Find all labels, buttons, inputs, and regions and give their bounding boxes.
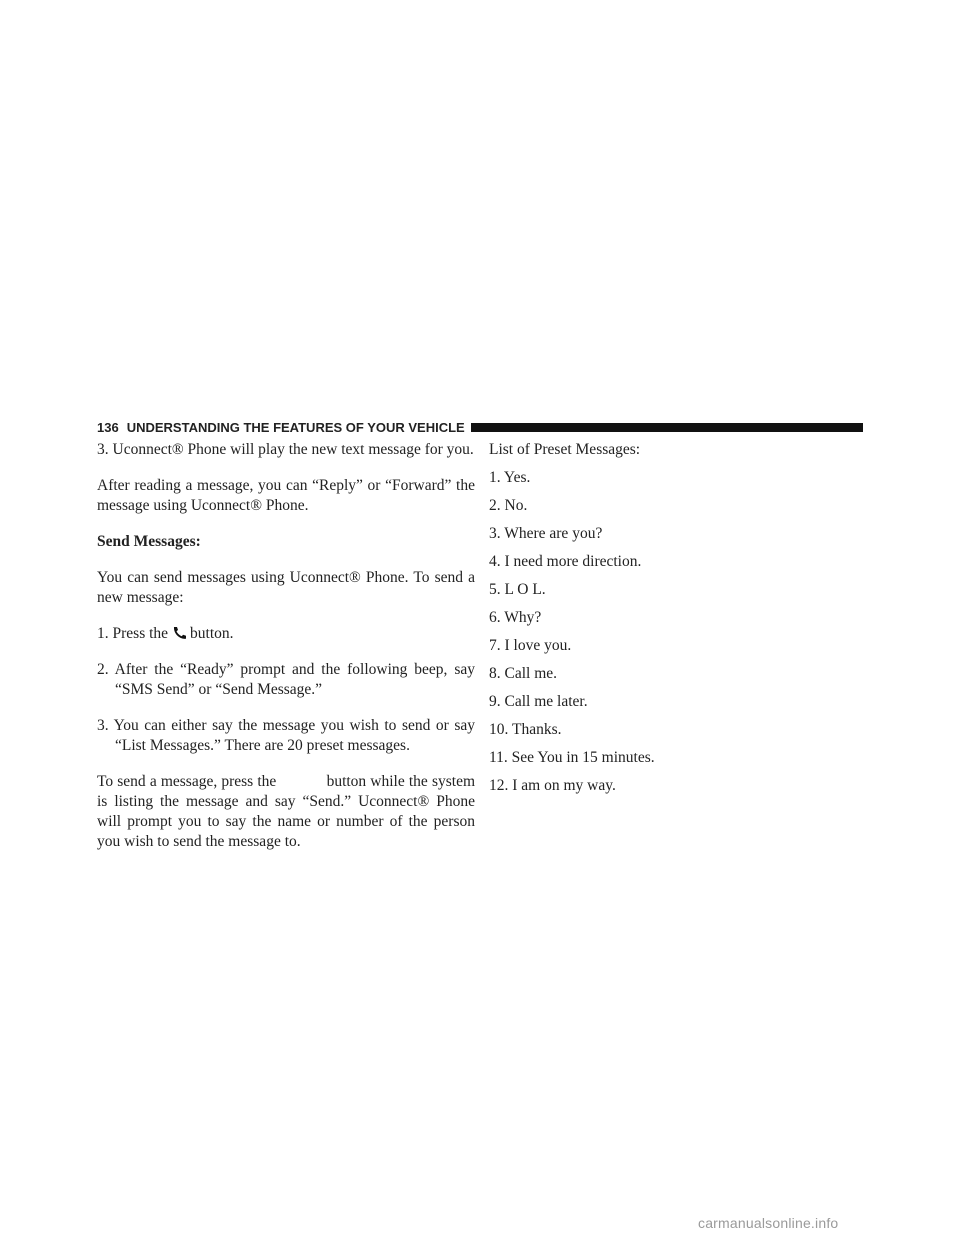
step-3-play-message: 3. Uconnect® Phone will play the new text message for you. [97, 441, 474, 458]
section-title: UNDERSTANDING THE FEATURES OF YOUR VEHICLE [126, 419, 465, 435]
list-item: 11. See You in 15 minutes. [489, 749, 655, 766]
to-send-paragraph [97, 772, 475, 852]
step-1-text-post: button. [190, 625, 234, 642]
preset-list-title: List of Preset Messages: [489, 441, 641, 458]
step-3-say-message: 3. You can either say the message you wish to send or say “List Messages.” There are 20 preset messages. [97, 717, 475, 754]
list-item: 1. Yes. [489, 469, 531, 486]
to-send-text-pre: To send a message, press the [97, 773, 277, 790]
watermark-logo: carmanualsonline.info [698, 1215, 839, 1231]
page-number: 136 [97, 419, 119, 435]
right-column [489, 440, 849, 804]
step-1-text-pre: 1. Press the [97, 625, 169, 642]
send-messages-heading: Send Messages: [97, 533, 201, 550]
step-1-press-button [97, 624, 475, 644]
send-intro-paragraph: You can send messages using Uconnect® Phone. To send a new message: [97, 569, 475, 606]
list-item: 8. Call me. [489, 665, 558, 682]
list-item: 2. No. [489, 497, 528, 514]
button-icon-placeholder [280, 772, 322, 786]
list-item: 9. Call me later. [489, 693, 588, 710]
list-item: 12. I am on my way. [489, 777, 616, 794]
list-item: 5. L O L. [489, 581, 546, 598]
page-header [97, 418, 863, 436]
to-send-text-post: button while the system is listing the message and say “Send.” Uconnect® Phone will prompt you to say the name or number of the person you wish to send the message to. [97, 773, 476, 850]
list-item: 6. Why? [489, 609, 542, 626]
phone-icon [172, 626, 188, 640]
left-column [97, 440, 475, 868]
header-rule [471, 423, 863, 432]
list-item: 4. I need more direction. [489, 553, 642, 570]
list-item: 10. Thanks. [489, 721, 562, 738]
list-item: 3. Where are you? [489, 525, 603, 542]
step-2-ready-prompt: 2. After the “Ready” prompt and the following beep, say “SMS Send” or “Send Message.” [97, 661, 475, 698]
after-reading-paragraph: After reading a message, you can “Reply” or “Forward” the message using Uconnect® Phone. [97, 477, 475, 514]
list-item: 7. I love you. [489, 637, 572, 654]
